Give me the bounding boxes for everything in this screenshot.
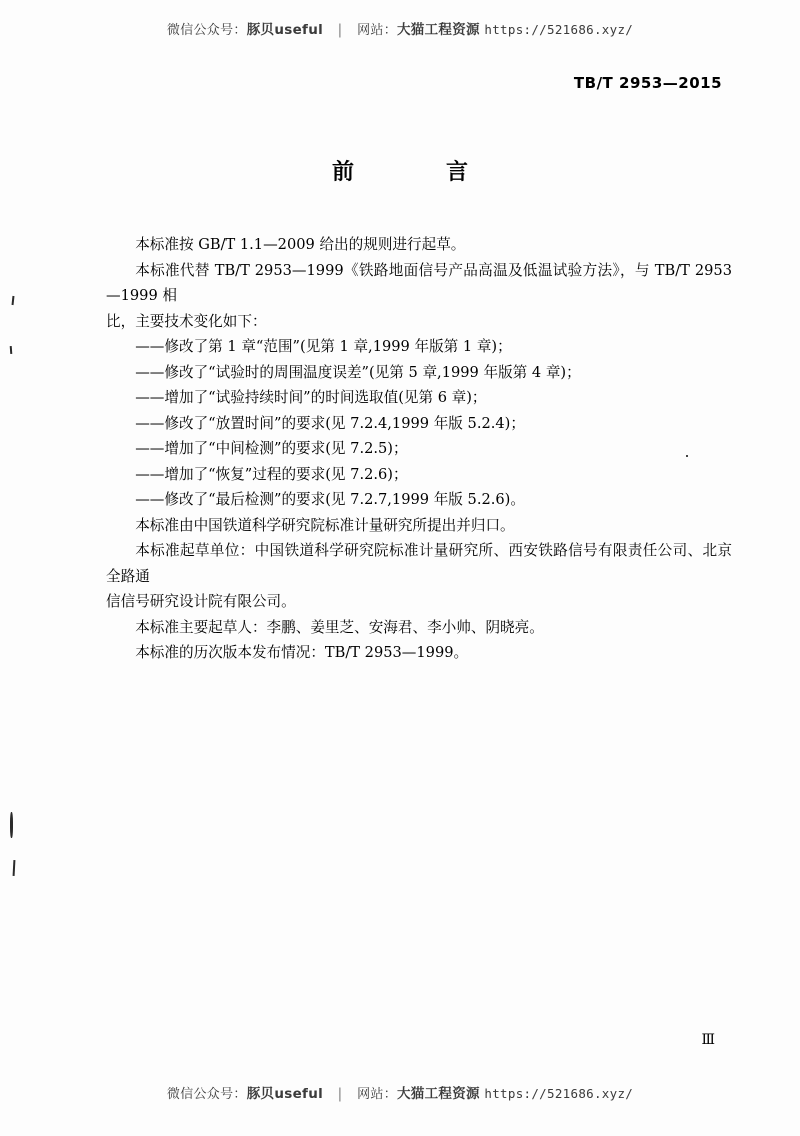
watermark-url[interactable]: https://521686.xyz/ xyxy=(484,1086,634,1101)
paragraph-replaces-cont: 比，主要技术变化如下： xyxy=(106,312,267,330)
scan-mark xyxy=(12,296,15,305)
change-item: ——修改了第 1 章“范围”(见第 1 章,1999 年版第 1 章)； xyxy=(135,338,512,355)
watermark-separator: | xyxy=(337,22,343,38)
watermark-bottom xyxy=(0,1082,800,1102)
change-item: ——修改了“最后检测”的要求(见 7.2.7,1999 年版 5.2.6)。 xyxy=(135,491,525,508)
scan-mark xyxy=(10,346,13,354)
change-item: ——修改了“试验时的周围温度误差”(见第 5 章,1999 年版第 4 章)； xyxy=(135,363,581,381)
watermark-site-name: 大猫工程资源 xyxy=(397,1086,480,1102)
change-item: ——增加了“试验持续时间”的时间选取值(见第 6 章)； xyxy=(135,389,487,406)
standard-number: TB/T 2953—2015 xyxy=(573,74,722,92)
watermark-account: 豚贝useful xyxy=(246,22,324,38)
watermark-url[interactable]: https://521686.xyz/ xyxy=(484,22,634,37)
change-item: ——修改了“放置时间”的要求(见 7.2.4,1999 年版 5.2.4)； xyxy=(135,414,525,432)
watermark-account: 豚贝useful xyxy=(246,1086,324,1102)
page-number: Ⅲ xyxy=(701,1032,716,1048)
scan-mark xyxy=(13,860,16,876)
watermark-wechat-label: 微信公众号： xyxy=(166,23,247,38)
change-item: ——增加了“中间检测”的要求(见 7.2.5)； xyxy=(135,440,408,457)
page-title: 前 言 xyxy=(331,159,484,185)
paragraph-replaces: 本标准代替 TB/T 2953—1999《铁路地面信号产品高温及低温试验方法》，与 TB/T 2953—1999 相 xyxy=(106,261,732,304)
change-item: ——增加了“恢复”过程的要求(见 7.2.6)； xyxy=(135,465,408,483)
paragraph-scope-rules: 本标准按 GB/T 1.1—2009 给出的规则进行起草。 xyxy=(135,236,466,253)
watermark-wechat-label: 微信公众号： xyxy=(166,1087,247,1102)
paragraph-drafting-units-cont: 信信号研究设计院有限公司。 xyxy=(106,593,296,610)
watermark-separator: | xyxy=(337,1086,343,1102)
watermark-site-name: 大猫工程资源 xyxy=(397,22,480,38)
scan-mark xyxy=(10,812,13,838)
scan-mark xyxy=(686,455,688,457)
watermark-site-label: 网站： xyxy=(357,23,397,38)
paragraph-proposed-by: 本标准由中国铁道科学研究院标准计量研究所提出并归口。 xyxy=(135,516,515,534)
watermark-top xyxy=(0,18,800,38)
paragraph-previous-versions: 本标准的历次版本发布情况：TB/T 2953—1999。 xyxy=(135,644,469,661)
paragraph-drafting-units: 本标准起草单位：中国铁道科学研究院标准计量研究所、西安铁路信号有限责任公司、北京全路通 xyxy=(106,542,732,585)
watermark-site-label: 网站： xyxy=(357,1087,397,1102)
foreword-body xyxy=(106,232,732,666)
paragraph-main-drafters: 本标准主要起草人：李鹏、姜里芝、安海君、李小帅、阴晓亮。 xyxy=(135,618,544,636)
